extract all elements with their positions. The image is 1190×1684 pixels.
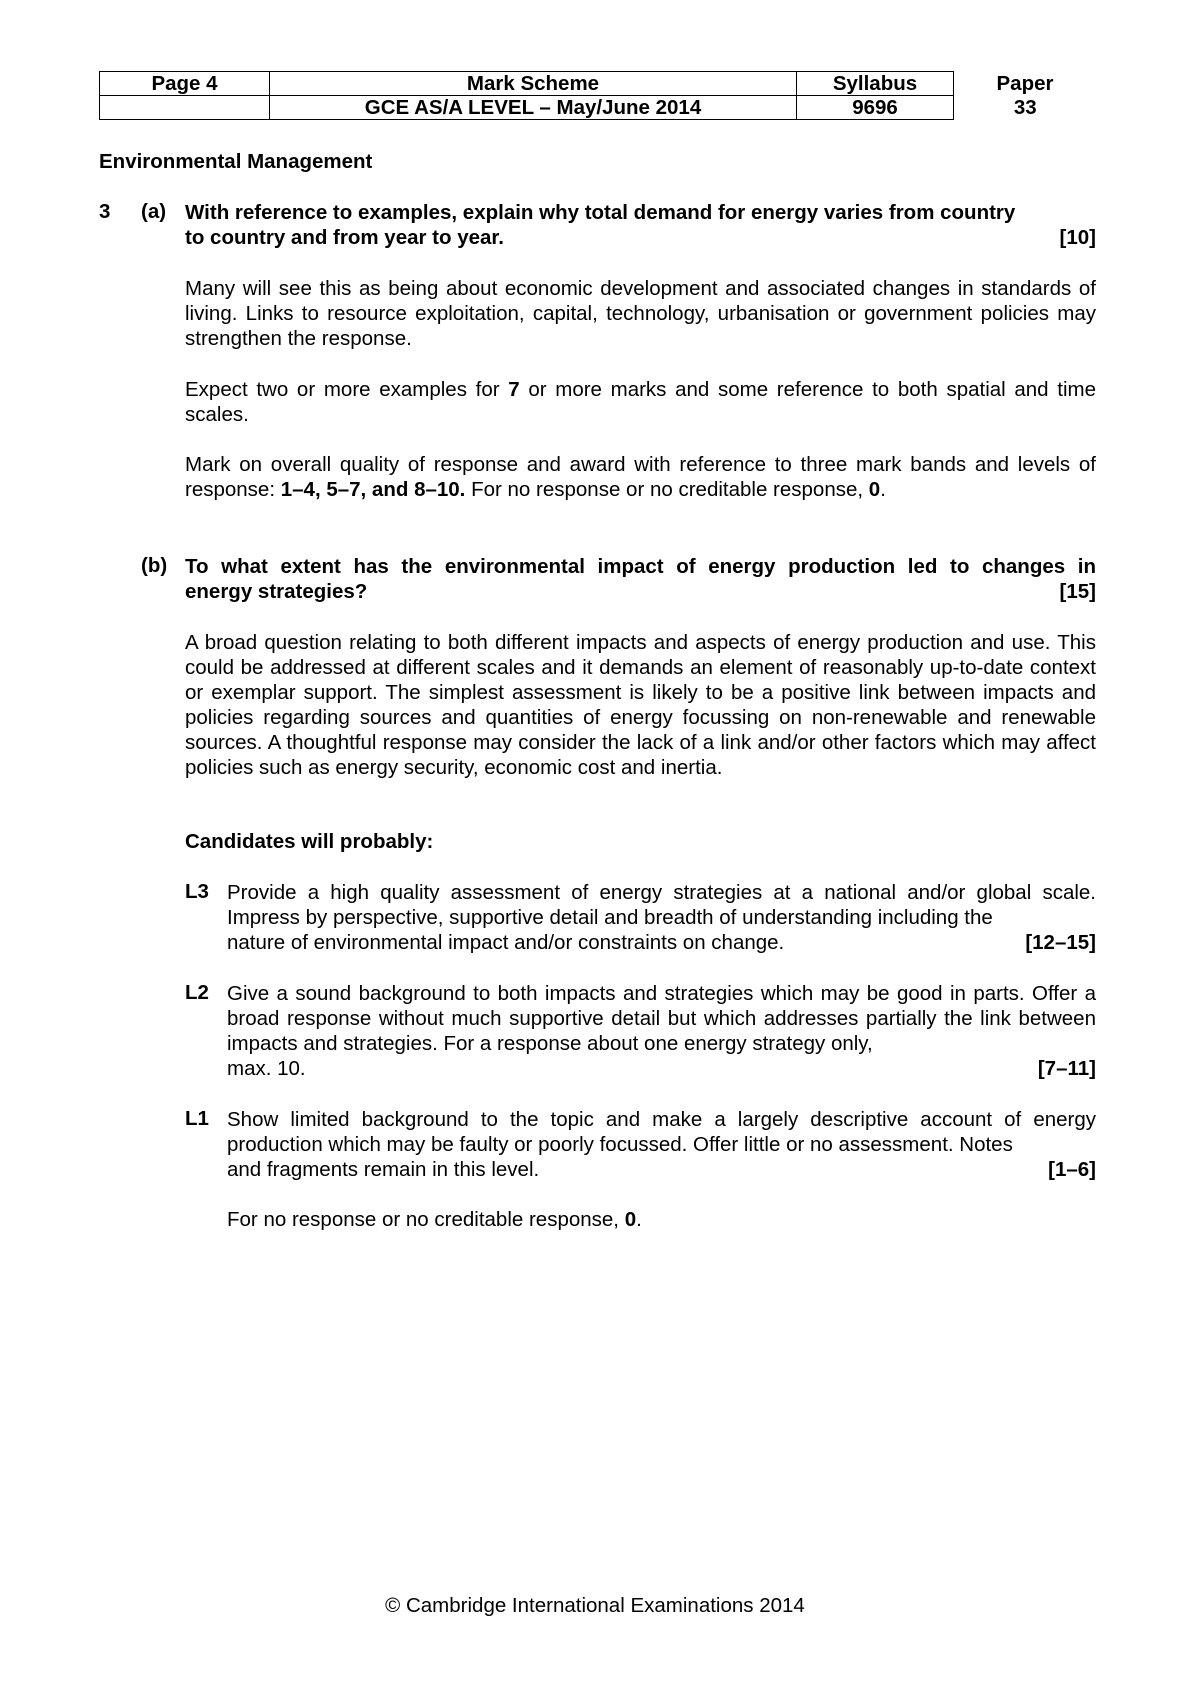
part-a-para3 xyxy=(185,452,1096,502)
header-table xyxy=(99,71,1097,120)
part-a-para3-pre: Mark on overall quality of response and award with reference to three mark bands and levels of response: xyxy=(185,453,1096,501)
level-l2-marks: [7–11] xyxy=(1037,1057,1096,1080)
level-l1-last: and fragments remain in this level. xyxy=(227,1158,540,1181)
no-response-zero: 0 xyxy=(624,1208,637,1231)
part-b-label: (b) xyxy=(141,554,168,577)
part-b-question xyxy=(185,554,1096,604)
header-page: Page 4 xyxy=(100,72,270,96)
part-b-question-line2-row xyxy=(185,579,1096,604)
level-l3-last: nature of environmental impact and/or constraints on change. xyxy=(227,931,785,954)
part-b-para1: A broad question relating to both different impacts and aspects of energy production and use. This could be addressed at different scales and it demands an element of reasonably up-to-date context or exemplar support. The simplest assessment is likely to be a positive link between impacts and policies regarding sources and quantities of energy focussing on non-renewable and renewable sources. A thoughtful response may consider the lack of a link and/or other factors which may affect policies such as energy security, economic cost and inertia. xyxy=(185,631,1096,779)
part-a-label: (a) xyxy=(141,200,167,223)
level-l3-text xyxy=(227,880,1096,955)
part-a-question-line1: With reference to examples, explain why total demand for energy varies from country xyxy=(185,201,1016,224)
part-a-para1: Many will see this as being about economic development and associated changes in standards of living. Links to resource exploitation, capital, technology, urbanisation or government policies may strengthen the response. xyxy=(185,277,1096,350)
header-paper-number: 33 xyxy=(1013,96,1037,119)
header-empty-cell xyxy=(100,96,270,120)
level-l2-last: max. 10. xyxy=(227,1057,306,1080)
question-number: 3 xyxy=(99,200,111,223)
part-a-question-line2: to country and from year to year. xyxy=(185,226,504,249)
candidates-heading: Candidates will probably: xyxy=(185,830,434,853)
part-b-question-line2: energy strategies? xyxy=(185,580,368,603)
level-l1-label: L1 xyxy=(185,1107,209,1130)
level-l2-label: L2 xyxy=(185,981,209,1004)
level-l1-text xyxy=(227,1107,1096,1182)
header-syllabus-code: 9696 xyxy=(797,96,954,120)
part-a-para2-post: or more marks and some reference to both spatial and time scales. xyxy=(185,378,1096,426)
footer-copyright: © Cambridge International Examinations 2014 xyxy=(385,1594,805,1617)
part-a-para3-bold: 1–4, 5–7, and 8–10. xyxy=(280,478,466,501)
level-l3-body: Provide a high quality assessment of energy strategies at a national and/or global scale. Impress by perspective, supportive detail and breadth of understanding including the xyxy=(227,881,1096,929)
part-a-para3-zero: 0 xyxy=(868,478,881,501)
level-l1-marks: [1–6] xyxy=(1048,1158,1096,1181)
part-b-marks: [15] xyxy=(1059,580,1096,603)
level-l3-marks: [12–15] xyxy=(1025,931,1096,954)
header-syllabus-label: Syllabus xyxy=(797,72,954,96)
header-exam: GCE AS/A LEVEL – May/June 2014 xyxy=(270,96,797,120)
part-a-para3-end: . xyxy=(880,478,886,501)
part-a-question-line2-row xyxy=(185,225,1096,250)
header-paper-label: Paper xyxy=(996,72,1054,95)
no-response-note xyxy=(227,1208,642,1232)
part-a-marks: [10] xyxy=(1059,226,1096,249)
no-response-end: . xyxy=(636,1208,642,1231)
subject-heading: Environmental Management xyxy=(99,150,373,173)
part-a-para2 xyxy=(185,377,1096,427)
part-a-para2-pre: Expect two or more examples for xyxy=(185,378,509,401)
no-response-pre: For no response or no creditable response, xyxy=(227,1208,625,1231)
level-l2-body: Give a sound background to both impacts and strategies which may be good in parts. Offer a broad response without much supportive detail but which addresses partially the link between impacts and strategies. For a response about one energy strategy only, xyxy=(227,982,1096,1055)
header-mark-scheme: Mark Scheme xyxy=(270,72,797,96)
part-a-para2-bold: 7 xyxy=(508,378,520,401)
level-l3-last-row xyxy=(227,930,1096,955)
part-b-question-line1: To what extent has the environmental impact of energy production led to changes in xyxy=(185,555,1096,578)
level-l1-body: Show limited background to the topic and make a largely descriptive account of energy production which may be faulty or poorly focussed. Offer little or no assessment. Notes xyxy=(227,1108,1096,1156)
part-a-question xyxy=(185,200,1096,250)
level-l2-text xyxy=(227,981,1096,1081)
level-l2-last-row xyxy=(227,1056,1096,1081)
level-l3-label: L3 xyxy=(185,880,209,903)
part-a-para3-post: For no response or no creditable response, xyxy=(465,478,869,501)
level-l1-last-row xyxy=(227,1157,1096,1182)
